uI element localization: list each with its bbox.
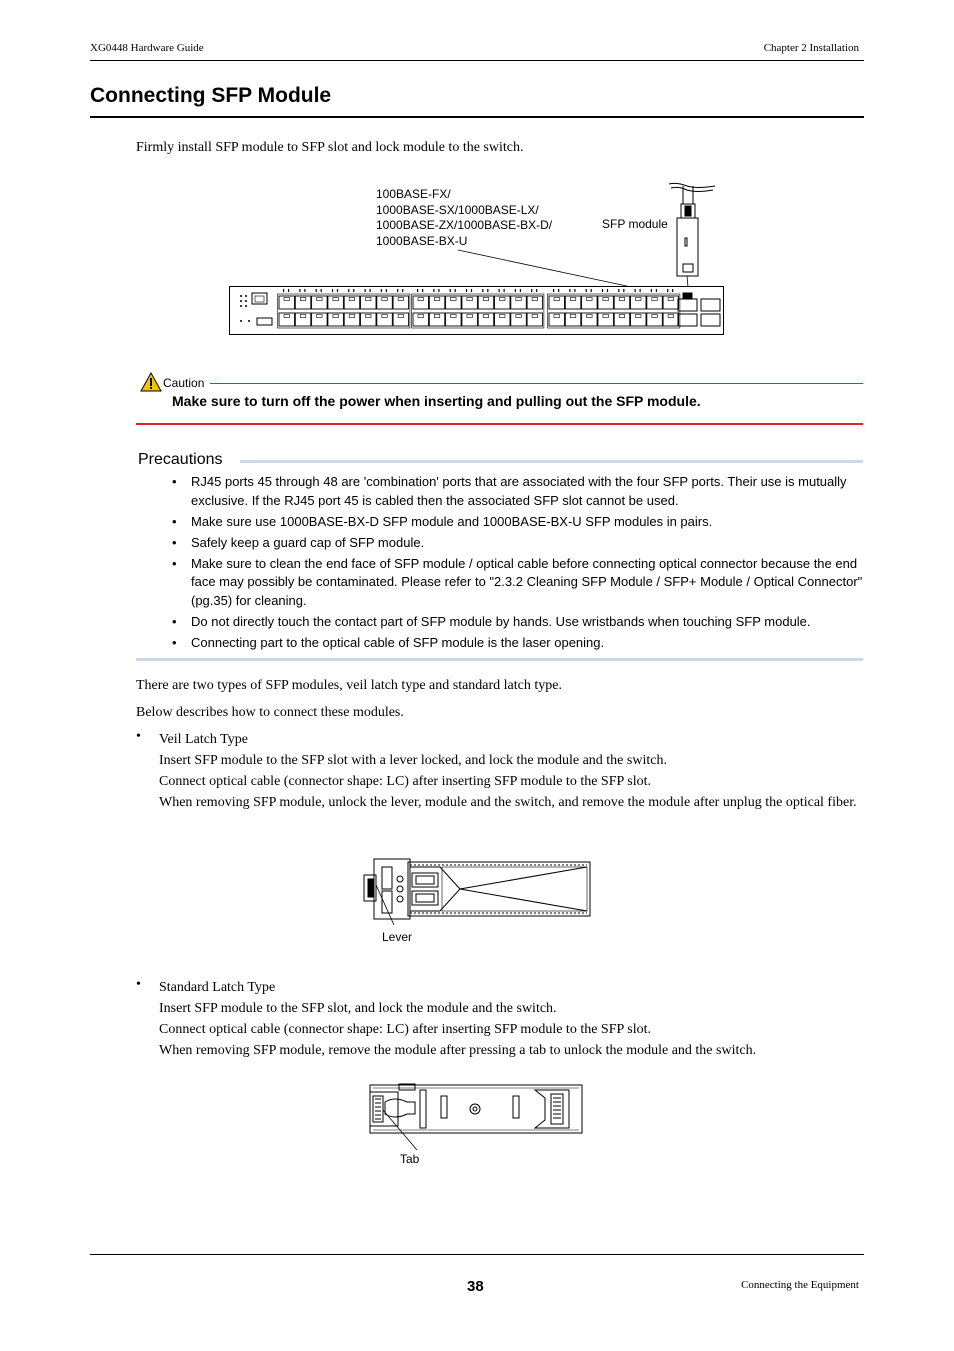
port-led <box>574 289 575 292</box>
bullet-veil: • <box>136 729 141 744</box>
port-led <box>586 289 587 292</box>
port-led <box>623 289 624 292</box>
page-number: 38 <box>467 1278 484 1295</box>
standard-line: Insert SFP module to the SFP slot, and lock the module and the switch. <box>159 1001 557 1016</box>
port-led <box>553 289 554 292</box>
port-led <box>667 289 668 292</box>
port-led <box>504 289 505 292</box>
port-led <box>316 289 317 292</box>
header-rule <box>90 60 864 61</box>
port-led <box>337 289 338 292</box>
precautions-rule-bottom <box>136 658 863 661</box>
standard-latch-diagram <box>365 1080 587 1152</box>
port-led <box>288 289 289 292</box>
types-paragraph: There are two types of SFP modules, veil latch type and standard latch type. <box>136 678 562 693</box>
sfp-type-line: 1000BASE-SX/1000BASE-LX/ <box>376 202 539 217</box>
port-led <box>656 289 657 292</box>
port-led <box>482 289 483 292</box>
port-led <box>438 289 439 292</box>
caution-text: Make sure to turn off the power when inserting and pulling out the SFP module. <box>172 393 701 409</box>
port-led <box>332 289 333 292</box>
sfp-type-line: 100BASE-FX/ <box>376 187 451 201</box>
port-led <box>422 289 423 292</box>
list-item: • Do not directly touch the contact part of SFP module by hands. Use wristbands when touching SFP module. <box>172 613 864 632</box>
port-led <box>283 289 284 292</box>
intro-paragraph: Firmly install SFP module to SFP slot and lock module to the switch. <box>136 140 524 155</box>
port-led <box>558 289 559 292</box>
veil-line: Connect optical cable (connector shape: LC) after inserting SFP module to the SFP slot. <box>159 774 651 789</box>
page-title: Connecting SFP Module <box>90 84 332 107</box>
port-led <box>299 289 300 292</box>
port-led <box>672 289 673 292</box>
port-led <box>321 289 322 292</box>
caution-label: Caution <box>163 376 205 390</box>
port-led <box>466 289 467 292</box>
port-led <box>402 289 403 292</box>
port-led <box>348 289 349 292</box>
warning-icon <box>140 372 162 392</box>
veil-line: When removing SFP module, unlock the lever, module and the switch, and remove the module after unplug the optical fiber. <box>159 795 857 810</box>
port-led <box>487 289 488 292</box>
port-led <box>386 289 387 292</box>
switch-diagram <box>225 178 730 340</box>
port-led <box>455 289 456 292</box>
list-item: • RJ45 ports 45 through 48 are 'combination' ports that are associated with the four SFP ports. Their use is mutually exclusive. If the RJ45 port 45 is cabled then the associated SFP slot cannot be used. <box>172 473 864 510</box>
sfp-module-label: SFP module <box>602 217 668 231</box>
veil-latch-section <box>159 729 864 813</box>
port-led <box>536 289 537 292</box>
sfp-type-line: 1000BASE-ZX/1000BASE-BX-D/ <box>376 218 553 232</box>
port-led <box>531 289 532 292</box>
port-led <box>304 289 305 292</box>
port-led <box>591 289 592 292</box>
port-led <box>520 289 521 292</box>
port-led <box>640 289 641 292</box>
port-led <box>635 289 636 292</box>
header-chapter: Chapter 2 Installation <box>763 42 859 54</box>
sfp-type-line: 1000BASE-BX-U <box>376 233 468 248</box>
port-led <box>365 289 366 292</box>
precautions-title: Precautions <box>138 451 223 468</box>
port-led <box>602 289 603 292</box>
lever-label: Lever <box>382 930 413 944</box>
standard-latch-heading: Standard Latch Type <box>159 980 276 995</box>
list-item: • Make sure use 1000BASE-BX-D SFP module and 1000BASE-BX-U SFP modules in pairs. <box>172 513 864 532</box>
bullet-standard: • <box>136 977 141 992</box>
port-led <box>433 289 434 292</box>
caution-rule-top <box>210 383 863 384</box>
caution-rule-bottom <box>136 423 863 425</box>
header-doc-title: XG0448 Hardware Guide <box>90 42 204 54</box>
tab-label: Tab <box>400 1152 420 1166</box>
port-led <box>499 289 500 292</box>
port-led <box>651 289 652 292</box>
footer-section: Connecting the Equipment <box>741 1279 859 1291</box>
standard-line: Connect optical cable (connector shape: LC) after inserting SFP module to the SFP slot. <box>159 1022 651 1037</box>
port-led <box>471 289 472 292</box>
list-item: • Safely keep a guard cap of SFP module. <box>172 534 864 553</box>
footer-rule <box>90 1254 864 1255</box>
port-led <box>417 289 418 292</box>
port-led <box>618 289 619 292</box>
port-led <box>569 289 570 292</box>
port-led <box>353 289 354 292</box>
veil-latch-heading: Veil Latch Type <box>159 732 248 747</box>
below-paragraph: Below describes how to connect these modules. <box>136 705 404 720</box>
title-rule <box>90 116 864 118</box>
port-led <box>397 289 398 292</box>
port-led <box>370 289 371 292</box>
list-item: • Connecting part to the optical cable of SFP module is the laser opening. <box>172 634 864 653</box>
port-led <box>607 289 608 292</box>
precautions-rule-top <box>240 460 863 463</box>
port-led <box>515 289 516 292</box>
sfp-module-drawing <box>669 183 715 276</box>
veil-latch-diagram <box>360 855 595 925</box>
standard-line: When removing SFP module, remove the module after pressing a tab to unlock the module and the switch. <box>159 1043 757 1058</box>
port-led <box>450 289 451 292</box>
precautions-list <box>172 473 864 655</box>
port-led <box>381 289 382 292</box>
standard-latch-section <box>159 977 864 1061</box>
list-item: • Make sure to clean the end face of SFP module / optical cable before connecting optical connector because the end face may possibly be contaminated. Please refer to "2.3.2 Cleaning SFP Module / SFP+ Module / Optical Connector" (pg.35) for cleaning. <box>172 555 864 611</box>
veil-line: Insert SFP module to the SFP slot with a lever locked, and lock the module and the switch. <box>159 753 667 768</box>
